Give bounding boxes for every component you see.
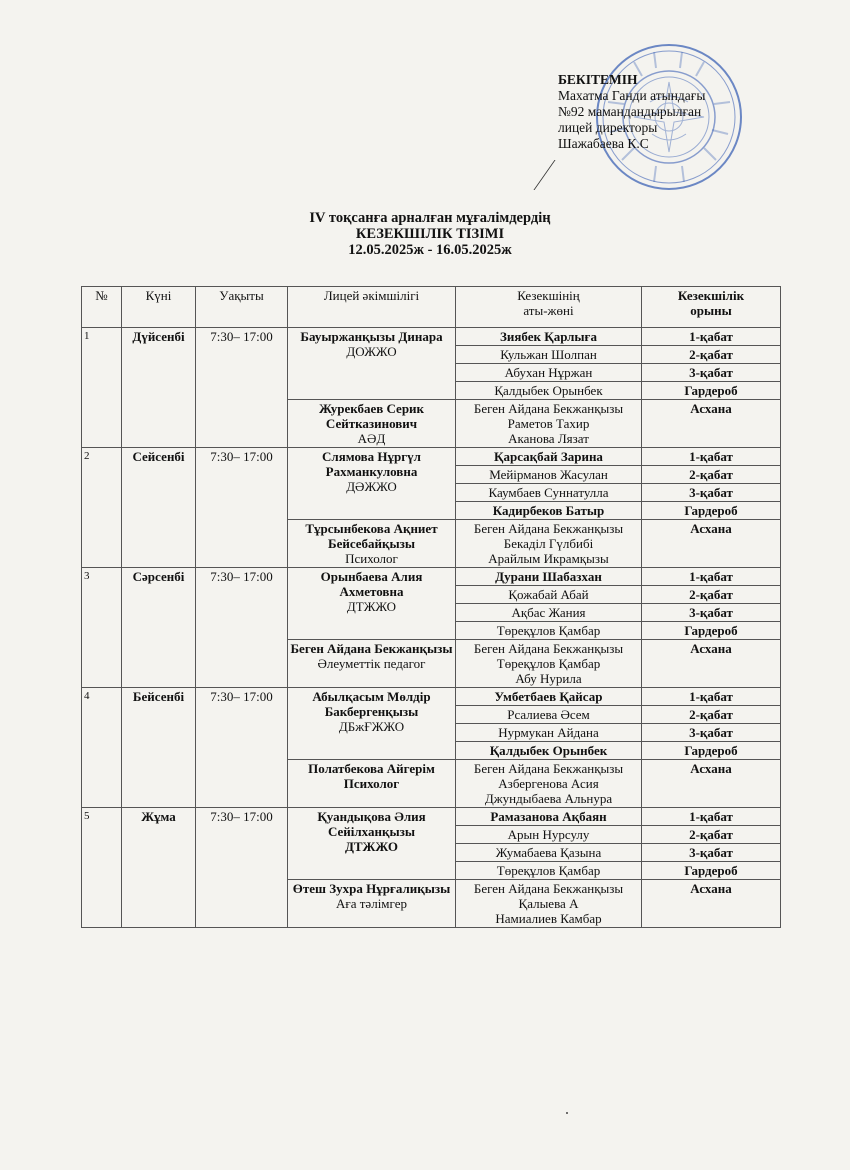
duty-person-cell: Умбетбаев Қайсар xyxy=(456,688,642,706)
header-duty-place xyxy=(642,287,781,328)
table-row xyxy=(82,808,781,826)
duty-person-cell: Қарсақбай Зарина xyxy=(456,448,642,466)
table-header-row xyxy=(82,287,781,328)
day-number-cell: 1 xyxy=(82,328,122,448)
time-cell: 7:30– 17:00 xyxy=(196,448,288,568)
header-time: Уақыты xyxy=(196,287,288,328)
document-heading xyxy=(230,210,630,258)
duty-place-cell: Асхана xyxy=(642,520,781,568)
table-row xyxy=(82,568,781,586)
admin-cell xyxy=(288,328,456,400)
duty-place-cell: Асхана xyxy=(642,400,781,448)
header-text: Кезекшілік xyxy=(677,288,745,303)
admin-cell xyxy=(288,448,456,520)
duty-place-cell: 1-қабат xyxy=(642,328,781,346)
duty-place-cell: Гардероб xyxy=(642,742,781,760)
canteen-duty-person: Раметов Тахир xyxy=(507,416,590,431)
duty-place-cell: Гардероб xyxy=(642,502,781,520)
time-cell: 7:30– 17:00 xyxy=(196,568,288,688)
duty-person-cell: Зиябек Қарлыға xyxy=(456,328,642,346)
duty-place-cell: 2-қабат xyxy=(642,466,781,484)
admin-name: Журекбаев Серик Сейтказинович xyxy=(318,401,425,431)
heading-date-range: 12.05.2025ж - 16.05.2025ж xyxy=(348,242,512,258)
admin-cell xyxy=(288,808,456,880)
canteen-duty-person: Арайлым Икрамқызы xyxy=(488,551,609,566)
admin-cell xyxy=(288,640,456,688)
signature-mark xyxy=(533,160,583,190)
canteen-duty-names-cell xyxy=(456,640,642,688)
scan-speck xyxy=(566,1112,568,1114)
admin-role: Аға тәлімгер xyxy=(336,896,407,911)
admin-role: АӘД xyxy=(357,431,386,446)
duty-person-cell: Кульжан Шолпан xyxy=(456,346,642,364)
time-cell: 7:30– 17:00 xyxy=(196,328,288,448)
admin-name: Полатбекова Айгерім xyxy=(308,761,435,776)
canteen-duty-person: Намиалиев Камбар xyxy=(495,911,602,926)
admin-role: ДБжҒЖЖО xyxy=(338,719,405,734)
canteen-duty-person: Беген Айдана Бекжанқызы xyxy=(473,881,624,896)
admin-cell xyxy=(288,688,456,760)
table-row xyxy=(82,328,781,346)
admin-name: Бауыржанқызы Динара xyxy=(300,329,443,344)
admin-cell xyxy=(288,760,456,808)
duty-person-cell: Абухан Нұржан xyxy=(456,364,642,382)
duty-place-cell: 3-қабат xyxy=(642,484,781,502)
duty-person-cell: Төреқұлов Қамбар xyxy=(456,862,642,880)
header-duty-name xyxy=(456,287,642,328)
duty-place-cell: 2-қабат xyxy=(642,826,781,844)
canteen-duty-person: Бекаділ Гүлбибі xyxy=(503,536,594,551)
approval-line: лицей директоры xyxy=(558,120,658,135)
admin-cell xyxy=(288,520,456,568)
admin-role: ДТЖЖО xyxy=(346,599,397,614)
duty-person-cell: Ақбас Жания xyxy=(456,604,642,622)
canteen-duty-person: Джундыбаева Альнура xyxy=(484,791,613,806)
canteen-duty-person: Абу Нурила xyxy=(515,671,582,686)
canteen-duty-names-cell xyxy=(456,400,642,448)
approval-title: БЕКІТЕМІН xyxy=(558,72,638,87)
duty-place-cell: Асхана xyxy=(642,760,781,808)
header-text: орыны xyxy=(690,303,732,318)
header-day: Күні xyxy=(122,287,196,328)
admin-cell xyxy=(288,400,456,448)
duty-place-cell: Гардероб xyxy=(642,622,781,640)
admin-name: Тұрсынбекова Ақниет Бейсебайқызы xyxy=(305,521,438,551)
duty-person-cell: Рсалиева Әсем xyxy=(456,706,642,724)
day-number-cell: 2 xyxy=(82,448,122,568)
day-number-cell: 4 xyxy=(82,688,122,808)
header-text: аты-жөні xyxy=(523,303,574,318)
approval-block xyxy=(558,72,788,152)
duty-person-cell: Мейірманов Жасулан xyxy=(456,466,642,484)
canteen-duty-person: Төреқұлов Қамбар xyxy=(496,656,601,671)
admin-name: Қуандықова Әлия Сейілханқызы xyxy=(317,809,426,839)
heading-line-1: IV тоқсанға арналған мұғалімдердің xyxy=(309,210,551,226)
duty-schedule-table xyxy=(81,286,781,928)
day-name-cell: Бейсенбі xyxy=(122,688,196,808)
heading-line-2: КЕЗЕКШІЛІК ТІЗІМІ xyxy=(355,226,505,242)
duty-place-cell: 2-қабат xyxy=(642,346,781,364)
canteen-duty-person: Беген Айдана Бекжанқызы xyxy=(473,521,624,536)
canteen-duty-person: Беген Айдана Бекжанқызы xyxy=(473,641,624,656)
admin-role: Әлеуметтік педагог xyxy=(317,656,426,671)
header-text: Кезекшінің xyxy=(517,288,580,303)
duty-person-cell: Каумбаев Суннатулла xyxy=(456,484,642,502)
duty-person-cell: Төреқұлов Қамбар xyxy=(456,622,642,640)
admin-name: Беген Айдана Бекжанқызы xyxy=(290,641,453,656)
duty-person-cell: Жумабаева Қазына xyxy=(456,844,642,862)
canteen-duty-names-cell xyxy=(456,760,642,808)
canteen-duty-names-cell xyxy=(456,880,642,928)
duty-person-cell: Дурани Шабазхан xyxy=(456,568,642,586)
canteen-duty-names-cell xyxy=(456,520,642,568)
duty-place-cell: 1-қабат xyxy=(642,568,781,586)
duty-place-cell: 3-қабат xyxy=(642,844,781,862)
admin-cell xyxy=(288,568,456,640)
duty-person-cell: Арын Нурсулу xyxy=(456,826,642,844)
admin-role: Психолог xyxy=(343,776,400,791)
admin-name: Абылқасым Мөлдір Бакбергенқызы xyxy=(312,689,431,719)
canteen-duty-person: Азбергенова Асия xyxy=(498,776,599,791)
approval-director-name: Шажабаева К.С xyxy=(558,136,649,151)
canteen-duty-person: Беген Айдана Бекжанқызы xyxy=(473,401,624,416)
duty-person-cell: Нурмукан Айдана xyxy=(456,724,642,742)
duty-person-cell: Қалдыбек Орынбек xyxy=(456,382,642,400)
approval-line: №92 мамандандырылған xyxy=(558,104,702,119)
duty-place-cell: 3-қабат xyxy=(642,604,781,622)
admin-name: Өтеш Зухра Нұрғалиқызы xyxy=(292,881,451,896)
admin-role: ДТЖЖО xyxy=(344,839,399,854)
time-cell: 7:30– 17:00 xyxy=(196,688,288,808)
duty-place-cell: 1-қабат xyxy=(642,448,781,466)
approval-line: Махатма Ганди атындағы xyxy=(558,88,706,103)
day-name-cell: Сәрсенбі xyxy=(122,568,196,688)
day-name-cell: Жұма xyxy=(122,808,196,928)
duty-place-cell: 3-қабат xyxy=(642,364,781,382)
table-row xyxy=(82,688,781,706)
admin-role: Психолог xyxy=(345,551,398,566)
day-name-cell: Дүйсенбі xyxy=(122,328,196,448)
duty-place-cell: 3-қабат xyxy=(642,724,781,742)
header-admin: Лицей әкімшілігі xyxy=(288,287,456,328)
canteen-duty-person: Қалыева А xyxy=(518,896,579,911)
admin-cell xyxy=(288,880,456,928)
day-number-cell: 3 xyxy=(82,568,122,688)
admin-role: ДОЖЖО xyxy=(346,344,397,359)
canteen-duty-person: Беген Айдана Бекжанқызы xyxy=(473,761,624,776)
duty-place-cell: Гардероб xyxy=(642,862,781,880)
admin-name: Орынбаева Алия Ахметовна xyxy=(320,569,423,599)
duty-person-cell: Қалдыбек Орынбек xyxy=(456,742,642,760)
duty-place-cell: Гардероб xyxy=(642,382,781,400)
duty-place-cell: 2-қабат xyxy=(642,586,781,604)
table-row xyxy=(82,448,781,466)
admin-name: Слямова Нұргүл Рахманкуловна xyxy=(322,449,421,479)
duty-person-cell: Рамазанова Ақбаян xyxy=(456,808,642,826)
duty-place-cell: 1-қабат xyxy=(642,808,781,826)
duty-place-cell: 1-қабат xyxy=(642,688,781,706)
canteen-duty-person: Аканова Лязат xyxy=(508,431,589,446)
duty-place-cell: 2-қабат xyxy=(642,706,781,724)
duty-place-cell: Асхана xyxy=(642,640,781,688)
day-name-cell: Сейсенбі xyxy=(122,448,196,568)
time-cell: 7:30– 17:00 xyxy=(196,808,288,928)
header-no: № xyxy=(82,287,122,328)
duty-person-cell: Кадирбеков Батыр xyxy=(456,502,642,520)
duty-place-cell: Асхана xyxy=(642,880,781,928)
admin-role: ДӘЖЖО xyxy=(346,479,397,494)
day-number-cell: 5 xyxy=(82,808,122,928)
duty-person-cell: Қожабай Абай xyxy=(456,586,642,604)
